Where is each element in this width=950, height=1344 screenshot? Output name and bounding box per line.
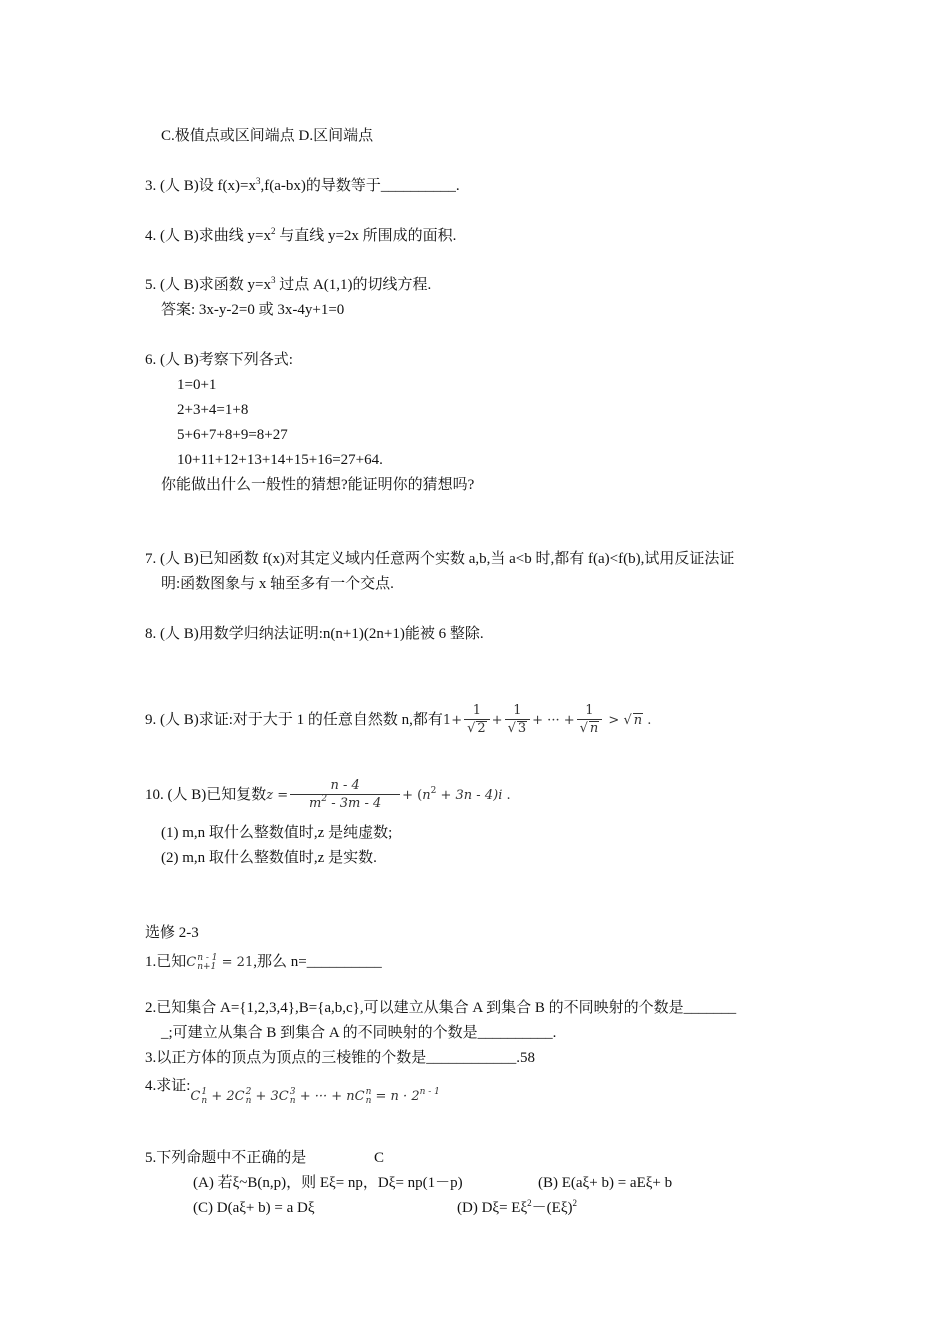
- exercise-5-option-b: (B) E(aξ+ b) = aEξ+ b: [538, 1175, 673, 1191]
- question-7-line-2: 明:函数图象与 x 轴至多有一个交点.: [161, 576, 394, 592]
- exercise-5-option-a: (A) 若ξ~B(n,p)，则 Eξ= np，Dξ= np(1－p): [193, 1175, 463, 1191]
- question-3: 3. (人 B)设 $f(x)=x^3,f(a-bx)$的导数等于__________.: [145, 176, 460, 194]
- question-8: 8. (人 B)用数学归纳法证明:n(n+1)(2n+1)能被 6 整除.: [145, 626, 484, 642]
- question-9: 9. (人 B)求证:对于大于 1 的任意自然数 n,都有1+ $\frac{1}{√ 2}$ + $\frac{1}{√ 3}$ + ··· + $\frac{1}{√ n}$ > √ n .: [145, 703, 652, 736]
- question-10: 10. (人 B)已知复数z = $\frac{n - 4}{m^2 - 3m - 4}$ + $(n^2 + 3n - 4)i$ .: [145, 778, 511, 811]
- question-6-eq-3: 5+6+7+8+9=8+27: [177, 427, 288, 443]
- question-5-answer: 答案: 3x-y-2=0 或 3x-4y+1=0: [161, 302, 345, 318]
- question-6-eq-2: 2+3+4=1+8: [177, 402, 249, 418]
- q9-formula: 1+ $\frac{1}{√ 2}$ + $\frac{1}{√ 3}$ + ··· + $\frac{1}{√ n}$ > √ n .: [442, 703, 652, 736]
- q9-frac-sqrt2: $\frac{1}{√ 2}$: [464, 703, 490, 738]
- q9-frac-sqrt3: $\frac{1}{√ 3}$: [505, 703, 531, 738]
- exercise-5-option-c: (C) D(aξ+ b) = a Dξ: [193, 1200, 315, 1216]
- question-6-eq-1: 1=0+1: [177, 377, 217, 393]
- question-10-part-1: (1) m,n 取什么整数值时,z 是纯虚数;: [161, 825, 393, 841]
- question-4: 4. (人 B)求曲线 $y=x^2$ 与直线 y=2x 所围成的面积.: [145, 226, 457, 244]
- question-7-line-1: 7. (人 B)已知函数 f(x)对其定义域内任意两个实数 a,b,当 a<b 时,都有 f(a)<f(b),试用反证法证: [145, 551, 735, 567]
- question-6: 6. (人 B)考察下列各式:: [145, 352, 293, 368]
- exercise-5: 5.下列命题中不正确的是: [145, 1150, 307, 1166]
- q10-formula: z = $\frac{n - 4}{m^2 - 3m - 4}$ + $(n^2 + 3n - 4)i$ .: [266, 778, 511, 811]
- exercise-2-line-2: _;可建立从集合 B 到集合 A 的不同映射的个数是__________.: [161, 1025, 557, 1041]
- section-heading: 选修 2-3: [145, 925, 199, 941]
- q9-frac-sqrtn: $\frac{1}{√ n}$: [577, 703, 603, 738]
- exercise-3: 3.以正方体的顶点为顶点的三棱锥的个数是____________.58: [145, 1050, 536, 1066]
- option-cd-line: C.极值点或区间端点 D.区间端点: [161, 128, 374, 144]
- q10-fraction: $\frac{n - 4}{m^2 - 3m - 4}$: [290, 778, 400, 813]
- exercise-5-answer: C: [374, 1150, 385, 1166]
- question-6-prompt: 你能做出什么一般性的猜想?能证明你的猜想吗?: [161, 477, 475, 493]
- exercise-1: 1.已知C n - 1 n+1 = 21,那么 n=__________: [145, 952, 382, 972]
- exercise-5-option-d: (D) $D\xi= E\xi^2-(E\xi)^2$: [457, 1198, 577, 1216]
- s4-formula: C 1 n + 2C 2 n + 3C 3 n + ··· + nC n n = $n \cdot 2^{n - 1}$: [190, 1086, 440, 1106]
- exercise-4: 4.求证:C 1 n + 2C 2 n + 3C 3 n + ··· + nC n n = $n \cdot 2^{n - 1}$: [145, 1078, 440, 1106]
- question-5: 5. (人 B)求函数 $y=x^3$ 过点 A(1,1)的切线方程.: [145, 275, 432, 293]
- question-10-part-2: (2) m,n 取什么整数值时,z 是实数.: [161, 850, 377, 866]
- s1-formula: C n - 1 n+1 = 21: [186, 952, 254, 972]
- question-6-eq-4: 10+11+12+13+14+15+16=27+64.: [177, 452, 383, 468]
- exercise-2-line-1: 2.已知集合 A={1,2,3,4},B={a,b,c},可以建立从集合 A 到集合 B 的不同映射的个数是_______: [145, 1000, 737, 1016]
